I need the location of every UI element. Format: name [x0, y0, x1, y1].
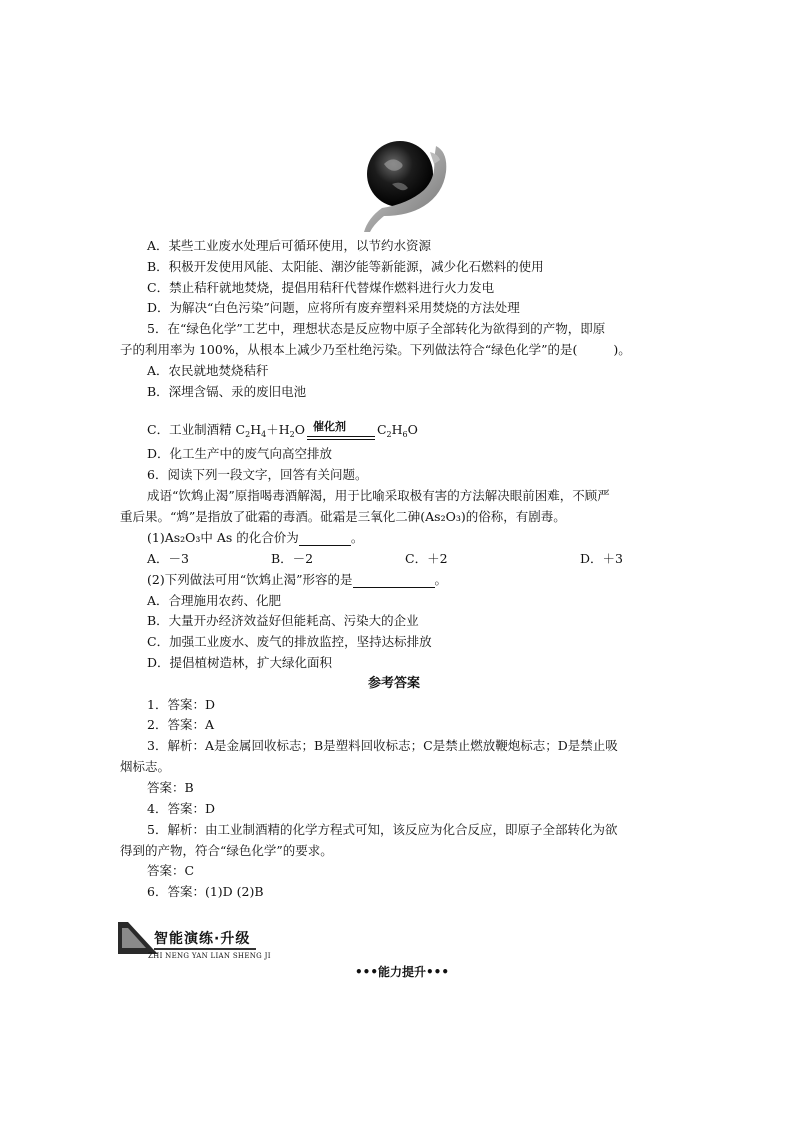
- section-banner: [118, 922, 298, 964]
- answers-title: 参考答案: [368, 676, 421, 691]
- q6-sub1-option-c: C．＋2: [405, 551, 448, 566]
- answer-blank-2[interactable]: [353, 574, 435, 588]
- answer-5-line2: 得到的产物，符合“绿色化学”的要求。: [120, 843, 333, 858]
- q5-option-c: C．工业制酒精 $C_2H_4+H_2O$ 催化剂 $C_2H_6O$: [147, 422, 418, 443]
- q6-paragraph-line1: 成语“饮鸩止渴”原指喝毒酒解渴，用于比喻采取极有害的方法解决眼前困难，不顾严: [147, 488, 610, 503]
- q5-option-b: B．深埋含镉、汞的废旧电池: [147, 384, 307, 399]
- q5-stem-line1: 5．在“绿色化学”工艺中，理想状态是反应物中原子全部转化为欲得到的产物，即原: [147, 321, 606, 336]
- q4-option-c: C．禁止秸秆就地焚烧，提倡用秸秆代替煤作燃料进行火力发电: [147, 280, 495, 295]
- q6-sub2-option-c: C．加强工业废水、废气的排放监控，坚持达标排放: [147, 634, 432, 649]
- answer-3-line1: 3．解析：A是金属回收标志；B是塑料回收标志；C是禁止燃放鞭炮标志；D是禁止吸: [147, 738, 618, 753]
- q6-sub2-option-a: A．合理施用农药、化肥: [147, 593, 282, 608]
- q6-sub2: (2)下列做法可用“饮鸩止渴”形容的是 。: [147, 572, 448, 587]
- q6-paragraph-line2: 重后果。“鸩”是指放了砒霜的毒酒。砒霜是三氧化二砷(As₂O₃)的俗称，有剧毒。: [120, 509, 566, 524]
- q4-option-d: D．为解决“白色污染”问题，应将所有废弃塑料采用焚烧的方法处理: [147, 300, 520, 315]
- answer-5-result: 答案：C: [147, 863, 195, 878]
- answer-1: 1．答案：D: [147, 697, 215, 712]
- q5-option-a: A．农民就地焚烧秸秆: [147, 363, 269, 378]
- q6-sub2-option-b: B．大量开办经济效益好但能耗高、污染大的企业: [147, 613, 419, 628]
- q6-sub2-option-d: D．提倡植树造林，扩大绿化面积: [147, 655, 333, 670]
- q5-stem-text: 子的利用率为 100%，从根本上减少乃至杜绝污染。下列做法符合“绿色化学”的是(: [120, 342, 578, 357]
- banner-pinyin: ZHI NENG YAN LIAN SHENG JI: [148, 952, 271, 960]
- banner-title: 智能演练·升级: [154, 930, 256, 950]
- q6-sub1: (1)As₂O₃中 As 的化合价为 。: [147, 530, 364, 545]
- q4-option-a: A．某些工业废水处理后可循环使用，以节约水资源: [147, 238, 432, 253]
- q6-sub1-option-a: A．－3: [147, 551, 189, 566]
- answer-3-line2: 烟标志。: [120, 759, 171, 774]
- answer-5-line1: 5．解析：由工业制酒精的化学方程式可知，该反应为化合反应，即原子全部转化为欲: [147, 822, 618, 837]
- ability-subheading: •••能力提升•••: [355, 965, 450, 979]
- answer-6: 6．答案：(1)D (2)B: [147, 884, 264, 899]
- answer-4: 4．答案：D: [147, 801, 215, 816]
- catalyst-arrow: 催化剂: [305, 427, 377, 443]
- answer-2: 2．答案：A: [147, 717, 214, 732]
- globe-in-hand-image: [362, 138, 454, 232]
- q6-stem: 6．阅读下列一段文字，回答有关问题。: [147, 467, 368, 482]
- q6-sub1-option-b: B．－2: [271, 551, 314, 566]
- answer-3-result: 答案：B: [147, 780, 194, 795]
- answer-blank-1[interactable]: [299, 532, 351, 546]
- q6-sub1-option-d: D．＋3: [580, 551, 623, 566]
- q4-option-b: B．积极开发使用风能、太阳能、潮汐能等新能源，减少化石燃料的使用: [147, 259, 544, 274]
- q5-stem-line2: [120, 342, 631, 358]
- q5-stem-close: )。: [613, 342, 631, 357]
- q5-option-d: D．化工生产中的废气向高空排放: [147, 446, 333, 461]
- banner-arrow-icon: [118, 922, 158, 954]
